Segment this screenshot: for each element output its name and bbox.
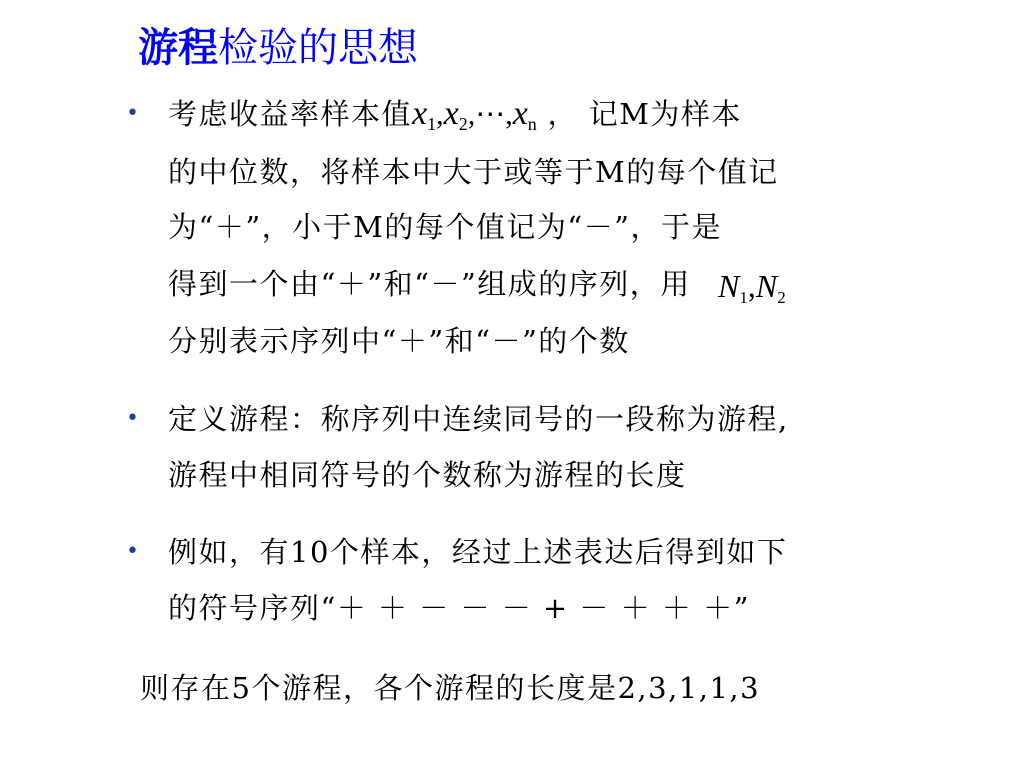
n1-subscript: 1: [739, 288, 748, 307]
bullet-1-line-4: 得到一个由“＋”和“－”组成的序列，用: [168, 267, 691, 301]
bullet-2-line-1: 定义游程：称序列中连续同号的一段称为游程,: [168, 402, 789, 436]
bullet-3-line-1: 例如，有10个样本，经过上述表达后得到如下: [168, 535, 788, 569]
bullet-1-line-2: 的中位数，将样本中大于或等于M的每个值记: [168, 155, 779, 189]
x2-subscript: 2: [458, 114, 468, 134]
n-separator: ,: [747, 268, 756, 304]
bullet-3-line-2: 的符号序列“＋ ＋ － － － + － ＋ ＋ ＋”: [168, 591, 750, 625]
n2-subscript: 2: [777, 288, 786, 307]
bullet-1-line-3: 为“＋”，小于M的每个值记为“－”，于是: [168, 210, 722, 244]
n1-symbol: N: [718, 268, 740, 304]
x2-symbol: x: [443, 95, 459, 132]
ellipsis: ,⋯,: [467, 98, 513, 131]
bullet-1-marker: •: [126, 101, 139, 126]
bullet-1-line-5: 分别表示序列中“＋”和“－”的个数: [168, 324, 630, 358]
bullet-2-marker: •: [126, 406, 139, 431]
x1-symbol: x: [412, 95, 428, 132]
title-rest: 检验的思想: [218, 25, 418, 71]
bullet-2-line-2: 游程中相同符号的个数称为游程的长度: [168, 458, 687, 492]
xn-symbol: x: [512, 95, 528, 132]
bullet-1-line-1-text: 考虑收益率样本值: [168, 97, 413, 131]
bullet-3-marker: •: [126, 539, 139, 564]
conclusion-text: 则存在5个游程，各个游程的长度是2,3,1,1,3: [140, 671, 761, 705]
bullet-1-line-1-tail: ， 记M为样本: [536, 97, 742, 131]
comma: ,: [436, 98, 444, 131]
xn-subscript: n: [527, 114, 537, 134]
sample-values-formula: [412, 95, 537, 132]
bullet-1-line-1: [168, 95, 742, 143]
n2-symbol: N: [755, 268, 778, 304]
slide-title: [138, 22, 418, 74]
title-bold-part: 游程: [138, 25, 218, 71]
x1-subscript: 1: [427, 114, 437, 134]
n1-n2-symbols: [718, 268, 786, 316]
